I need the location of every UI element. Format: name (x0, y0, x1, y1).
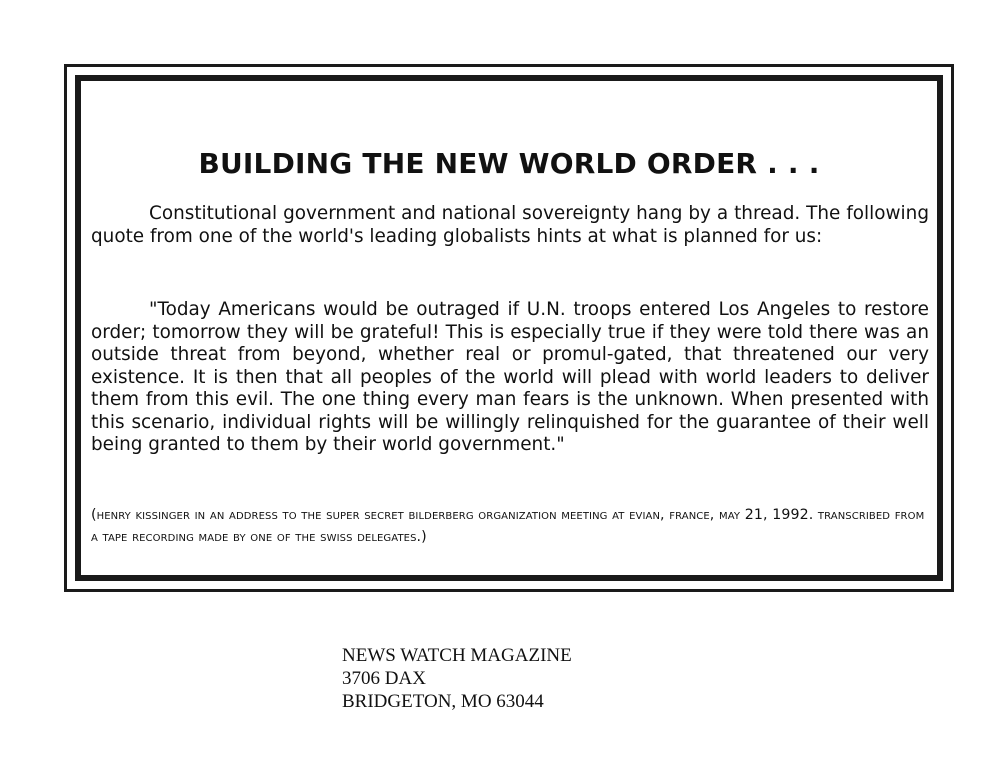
address-line-publisher: NEWS WATCH MAGAZINE (342, 645, 572, 666)
intro-paragraph: Constitutional government and national sovereignty hang by a thread. The following quote from one of the world's leading globalists hints at what is planned for us: (91, 203, 929, 247)
address-line-street: 3706 DAX (342, 668, 426, 689)
mailing-address (342, 644, 572, 713)
address-line-city: BRIDGETON, MO 63044 (342, 691, 544, 712)
notice-headline: BUILDING THE NEW WORLD ORDER . . . (198, 147, 820, 180)
notice-box (64, 64, 954, 592)
quote-paragraph: "Today Americans would be outraged if U.N. troops entered Los Angeles to restore order; tomorrow they will be grateful! This is especially true if they were told there was an outside threat from beyond, whether real or promul-gated, that threatened our very existence. It is then that all peoples of the world will plead with world leaders to deliver them from this evil. The one thing every man fears is the unknown. When presented with this scenario, individual rights will be willingly relinquished for the guarantee of their well being granted to them by their world government." (91, 299, 929, 455)
citation: (henry kissinger in an address to the super secret bilderberg organization meeting at evian, france, may 21, 1992. transcribed from a tape recording made by one of the swiss delegates.) (91, 507, 925, 545)
